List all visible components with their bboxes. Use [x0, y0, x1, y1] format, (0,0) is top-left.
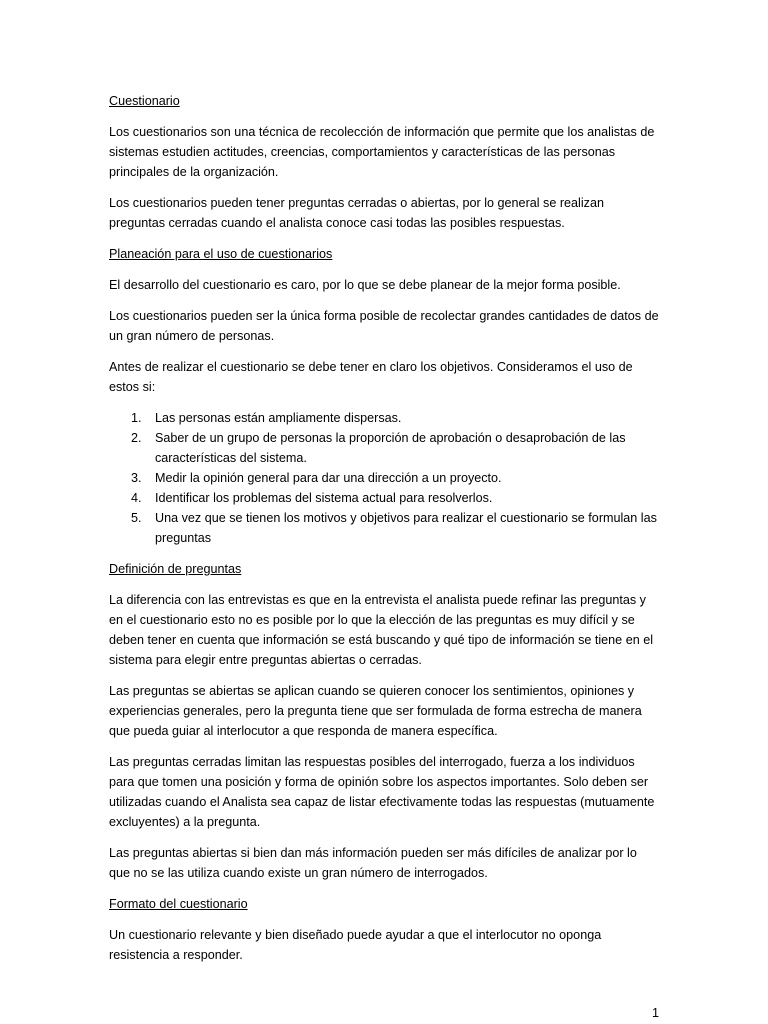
list-item-text: Saber de un grupo de personas la proporción de aprobación o desaprobación de las características del sistema.: [155, 431, 626, 465]
list-item-number: 5.: [131, 511, 142, 525]
list-item-number: 3.: [131, 471, 142, 485]
paragraph: Los cuestionarios son una técnica de recolección de información que permite que los analistas de sistemas estudien actitudes, creencias, comportamientos y características de las personas principales de la organización.: [109, 125, 655, 179]
section-heading-formato: Formato del cuestionario: [109, 897, 248, 911]
list-item: [109, 508, 661, 548]
paragraph: La diferencia con las entrevistas es que en la entrevista el analista puede refinar las preguntas y en el cuestionario esto no es posible por lo que la elección de las preguntas es muy difícil y se deben tener en cuenta que información se está buscando y qué tipo de información se tiene en el sistema para elegir entre preguntas abiertas o cerradas.: [109, 593, 653, 667]
paragraph: Un cuestionario relevante y bien diseñado puede ayudar a que el interlocutor no oponga resistencia a responder.: [109, 928, 602, 962]
paragraph: Las preguntas abiertas si bien dan más información pueden ser más difíciles de analizar por lo que no se las utiliza cuando existe un gran número de interrogados.: [109, 846, 637, 880]
list-item-number: 1.: [131, 411, 142, 425]
list-item-text: Las personas están ampliamente dispersas.: [155, 411, 402, 425]
list-item: [109, 468, 661, 488]
list-item-text: Identificar los problemas del sistema actual para resolverlos.: [155, 491, 493, 505]
page-number: 1: [652, 1006, 660, 1020]
paragraph: Los cuestionarios pueden tener preguntas cerradas o abiertas, por lo general se realizan preguntas cerradas cuando el analista conoce casi todas las posibles respuestas.: [109, 196, 604, 230]
paragraph: Los cuestionarios pueden ser la única forma posible de recolectar grandes cantidades de datos de un gran número de personas.: [109, 309, 659, 343]
list-item-text: Una vez que se tienen los motivos y objetivos para realizar el cuestionario se formulan las preguntas: [155, 511, 657, 545]
list-item: [109, 488, 661, 508]
paragraph: Las preguntas se abiertas se aplican cuando se quieren conocer los sentimientos, opiniones y experiencias generales, pero la pregunta tiene que ser formulada de forma estrecha de manera que pueda guiar al interlocutor a que responda de manera específica.: [109, 684, 642, 738]
list-item-number: 2.: [131, 431, 142, 445]
list-item-text: Medir la opinión general para dar una dirección a un proyecto.: [155, 471, 502, 485]
numbered-list: [109, 408, 661, 548]
section-heading-cuestionario: Cuestionario: [109, 94, 180, 108]
paragraph: Las preguntas cerradas limitan las respuestas posibles del interrogado, fuerza a los individuos para que tomen una posición y forma de opinión sobre los aspectos importantes. Solo deben ser utilizadas cuando el Analista sea capaz de listar efectivamente todas las respuestas (mutuamente excluyentes) a la pregunta.: [109, 755, 655, 829]
list-item: [109, 408, 661, 428]
paragraph: El desarrollo del cuestionario es caro, por lo que se debe planear de la mejor forma posible.: [109, 278, 621, 292]
section-heading-definicion: Definición de preguntas: [109, 562, 242, 576]
list-item-number: 4.: [131, 491, 142, 505]
document-page: [109, 91, 661, 976]
paragraph: Antes de realizar el cuestionario se debe tener en claro los objetivos. Consideramos el uso de estos si:: [109, 360, 633, 394]
list-item: [109, 428, 661, 468]
section-heading-planeacion: Planeación para el uso de cuestionarios: [109, 247, 333, 261]
